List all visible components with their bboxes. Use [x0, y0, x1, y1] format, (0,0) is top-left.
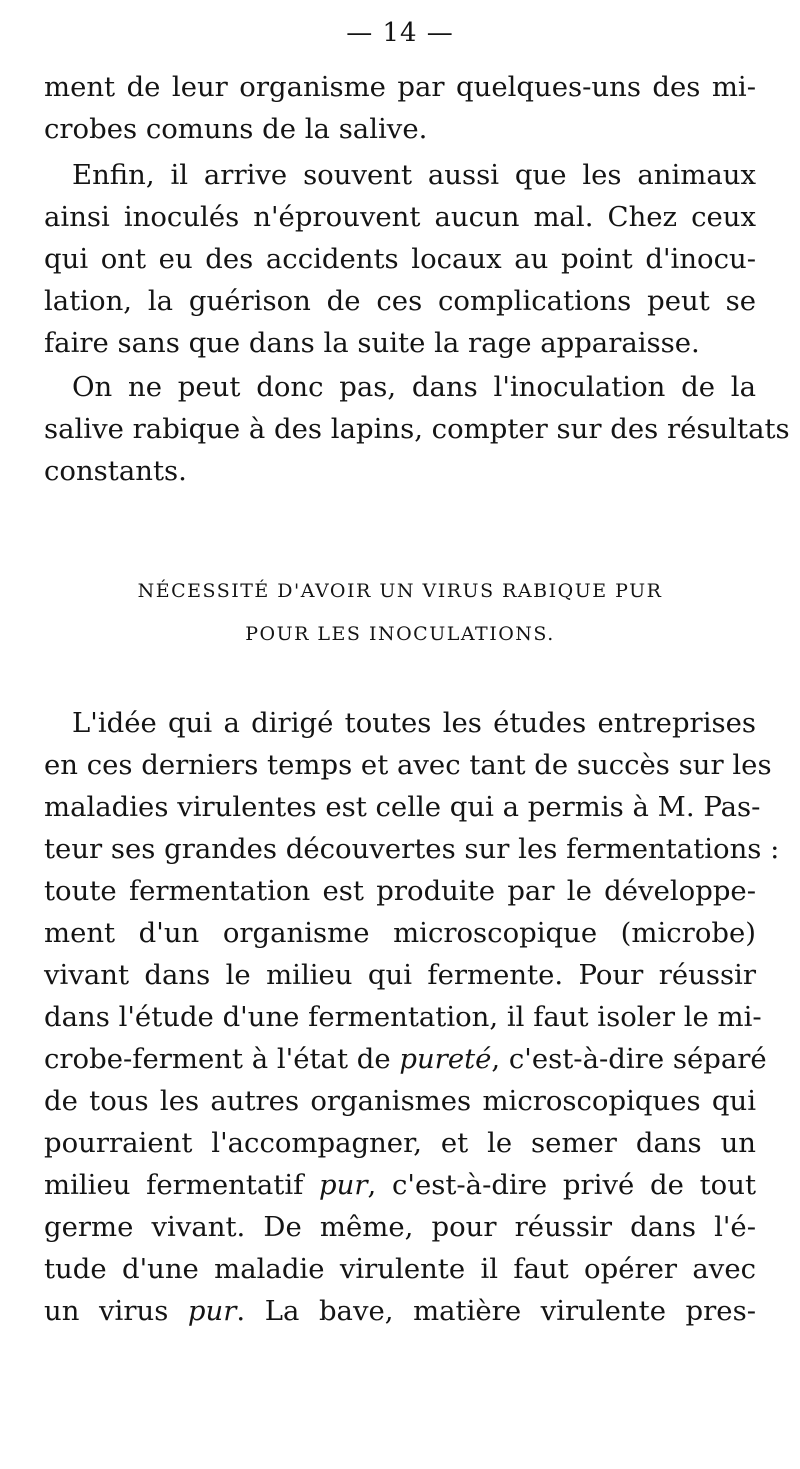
page-number: — 14 —	[346, 18, 454, 48]
text-line: constants.	[44, 455, 187, 487]
text-line: salive rabique à des lapins, compter sur des résultats	[44, 413, 790, 445]
text-line: faire sans que dans la suite la rage apparaisse.	[44, 327, 700, 359]
text-line: toute fermentation est produite par le développe-	[44, 875, 756, 907]
text-line: ainsi inoculés n'éprouvent aucun mal. Chez ceux	[44, 201, 756, 233]
text-line: vivant dans le milieu qui fermente. Pour réussir	[44, 959, 756, 991]
text-line: ment de leur organisme par quelques-uns des mi-	[44, 71, 756, 103]
text-line: Enfin, il arrive souvent aussi que les animaux	[72, 159, 756, 191]
text-line: L'idée qui a dirigé toutes les études entreprises	[72, 707, 756, 739]
text-line: teur ses grandes découvertes sur les fermentations :	[44, 833, 780, 865]
text-line	[44, 1290, 756, 1332]
text-line: ment d'un organisme microscopique (microbe)	[44, 917, 756, 949]
text-line: lation, la guérison de ces complications peut se	[44, 285, 756, 317]
text-line: On ne peut donc pas, dans l'inoculation de la	[72, 371, 756, 403]
text-run: , c'est-à-dire privé de tout	[367, 1169, 756, 1201]
text-line: maladies virulentes est celle qui a permis à M. Pas-	[44, 791, 761, 823]
text-line	[44, 1164, 756, 1206]
italic-word: pur	[319, 1169, 368, 1201]
text-line: qui ont eu des accidents locaux au point d'inocu-	[44, 243, 756, 275]
italic-word: pur	[187, 1295, 237, 1327]
text-line	[44, 1038, 767, 1080]
text-line: tude d'une maladie virulente il faut opérer avec	[44, 1253, 756, 1285]
text-line: dans l'étude d'une fermentation, il faut isoler le mi-	[44, 1001, 762, 1033]
text-run: . La bave, matière virulente pres-	[236, 1295, 756, 1327]
section-heading-line-2: POUR LES INOCULATIONS.	[245, 623, 555, 645]
section-heading-line-1: NÉCESSITÉ D'AVOIR UN VIRUS RABIQUE PUR	[137, 580, 663, 602]
text-line: pourraient l'accompagner, et le semer dans un	[44, 1127, 756, 1159]
text-line: en ces derniers temps et avec tant de succès sur les	[44, 749, 772, 781]
text-run: un virus	[44, 1295, 188, 1327]
text-run: milieu fermentatif	[44, 1169, 320, 1201]
text-line: crobes comuns de la salive.	[44, 113, 428, 145]
text-run: crobe-ferment à l'état de	[44, 1043, 400, 1075]
text-run: , c'est-à-dire séparé	[491, 1043, 767, 1075]
text-line: de tous les autres organismes microscopiques qui	[44, 1085, 756, 1117]
italic-word: pureté	[399, 1043, 492, 1075]
text-line: germe vivant. De même, pour réussir dans l'é-	[44, 1211, 756, 1243]
